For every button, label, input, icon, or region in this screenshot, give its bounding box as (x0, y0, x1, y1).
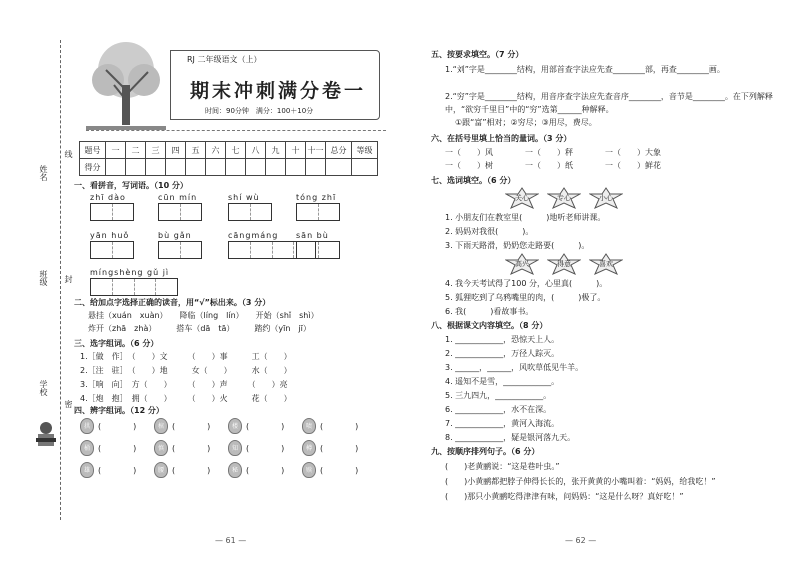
tree-icon (86, 40, 166, 132)
word-star: 关心 (505, 187, 539, 209)
section-8-line: 1. ____________，恐惊天上人。 (445, 335, 560, 344)
section-7-line: 2. 妈妈对我很( )。 (445, 227, 534, 236)
side-label-name: 姓名 (39, 165, 48, 181)
score-header-cell: 四 (166, 142, 186, 159)
answer-blank[interactable]: ( ) (98, 466, 137, 475)
writing-grid[interactable] (90, 203, 134, 221)
section-8-line: 8. ____________，疑是银河落九天。 (445, 433, 576, 442)
word-star: 喜欢 (589, 253, 623, 275)
char-fish: 秘 (228, 462, 242, 478)
section-6-title: 六、在括号里填上恰当的量词。（3 分） (431, 134, 572, 143)
char-fish: 棺 (154, 418, 168, 434)
grade-label: RJ 二年级语文（上） (187, 55, 262, 64)
score-header-cell: 一 (106, 142, 126, 159)
section-4-title: 四、辨字组词。（12 分） (74, 406, 164, 415)
section-7-line: 3. 下雨天路滑，奶奶您走路要( )。 (445, 241, 590, 250)
char-fish: 赎 (302, 462, 316, 478)
char-fish: 楼 (228, 418, 242, 434)
pinyin-label: yān huǒ (90, 231, 130, 240)
binding-line (60, 40, 61, 520)
score-header-cell: 九 (266, 142, 286, 159)
score-header-cell: 总分 (326, 142, 352, 159)
pinyin-label: tóng zhī (296, 193, 337, 202)
section-9-line: ( )那只小黄鹂吃得津津有味，问妈妈：“这是什么呀？真好吃！” (445, 492, 684, 501)
word-star: 高兴 (505, 253, 539, 275)
writing-grid[interactable] (158, 241, 202, 259)
score-cell[interactable] (306, 159, 326, 176)
score-cell[interactable] (266, 159, 286, 176)
section-2-row: 炸开（zhā zhà） 搭车（dā tā） 踏约（yīn jī） (88, 324, 311, 333)
answer-blank[interactable]: ( ) (172, 444, 211, 453)
section-2-title: 二、给加点字选择正确的读音，用“√”标出来。（3 分） (74, 298, 271, 307)
page-number: — 61 — (215, 536, 247, 545)
section-6-row: 一（ ）树 一（ ）纸 一（ ）鲜花 (445, 161, 661, 170)
section-2-row: 悬挂（xuán xuàn） 降临（líng lín） 开始（shǐ shì） (88, 311, 319, 320)
section-8-line: 4. 遥知不是雪，____________。 (445, 377, 560, 386)
writing-grid[interactable] (158, 203, 202, 221)
pinyin-label: míngshèng gǔ jì (90, 268, 170, 277)
score-cell[interactable] (352, 159, 378, 176)
score-table (79, 141, 378, 176)
score-header-cell: 十一 (306, 142, 326, 159)
section-7-title: 七、选词填空。（6 分） (431, 176, 516, 185)
writing-grid[interactable] (90, 278, 178, 296)
score-header-cell: 等级 (352, 142, 378, 159)
char-fish: 知 (228, 440, 242, 456)
word-star: 专心 (547, 187, 581, 209)
section-1-title: 一、看拼音，写词语。（10 分） (74, 181, 188, 190)
section-8-line: 3. ______，______，风吹草低见牛羊。 (445, 363, 584, 372)
pinyin-label: cūn mín (158, 193, 198, 202)
section-5-q1: 1.“刘”字是________结构，用部首查字法应先查________部，再查________画。 (445, 65, 725, 74)
section-7-line: 1. 小朋友们在教室里( )地听老师讲课。 (445, 213, 606, 222)
side-mark-seal: 封 (64, 275, 73, 283)
page-title: 期末冲刺满分卷一 (190, 80, 367, 102)
char-fish: 桶 (80, 440, 94, 456)
answer-blank[interactable]: ( ) (246, 466, 285, 475)
section-3-row: 2.［注 驻］ （ ）地 女（ ） 水（ ） (80, 366, 292, 375)
right-page (405, 0, 800, 568)
score-cell[interactable] (106, 159, 126, 176)
answer-blank[interactable]: ( ) (246, 444, 285, 453)
pinyin-label: sān bù (296, 231, 329, 240)
char-fish: 樽 (302, 440, 316, 456)
section-8-line: 5. 三九四九，____________。 (445, 391, 552, 400)
divider (86, 130, 386, 131)
char-fish: 慎 (154, 440, 168, 456)
answer-blank[interactable]: ( ) (246, 422, 285, 431)
section-7-line: 6. 我( )看故事书。 (445, 307, 534, 316)
score-header-cell: 六 (206, 142, 226, 159)
char-fish: 雄 (80, 462, 94, 478)
section-9-line: ( )小黄鹂都把脖子伸得长长的，张开黄黄的小嘴叫着：“妈妈，给我吃！” (445, 477, 716, 486)
section-3-title: 三、选字组词。（6 分） (74, 339, 159, 348)
section-5-q2-options: ①跟“富”相对；②穷尽；③用尽，费尽。 (455, 118, 597, 127)
section-8-title: 八、根据课文内容填空。（8 分） (431, 321, 548, 330)
score-cell[interactable] (286, 159, 306, 176)
page-number: — 62 — (565, 536, 597, 545)
char-fish: 啧 (302, 418, 316, 434)
word-star: 小心 (589, 187, 623, 209)
score-header-cell: 七 (226, 142, 246, 159)
score-cell[interactable] (246, 159, 266, 176)
section-8-line: 2. ____________，万径人踪灭。 (445, 349, 560, 358)
pinyin-label: zhī dào (90, 193, 126, 202)
section-8-line: 6. ____________，水不在深。 (445, 405, 552, 414)
writing-grid[interactable] (90, 241, 134, 259)
answer-blank[interactable]: ( ) (320, 466, 359, 475)
section-9-title: 九、按顺序排列句子。（6 分） (431, 447, 540, 456)
answer-blank[interactable]: ( ) (320, 444, 359, 453)
section-3-row: 4.［炮 抱］ 拥（ ） （ ）火 花（ ） (80, 394, 292, 403)
word-star: 得意 (547, 253, 581, 275)
score-header-cell: 八 (246, 142, 266, 159)
score-header-cell: 题号 (80, 142, 106, 159)
answer-blank[interactable]: ( ) (172, 422, 211, 431)
pinyin-label: shí wù (228, 193, 260, 202)
exam-meta: 时间：90分钟 满分：100＋10分 (205, 107, 314, 115)
score-header-cell: 三 (146, 142, 166, 159)
reading-kid-icon (34, 420, 58, 450)
score-cell[interactable] (146, 159, 166, 176)
char-fish: 拱 (80, 418, 94, 434)
section-8-line: 7. ____________，黄河入海流。 (445, 419, 560, 428)
pinyin-label: cāngmáng (228, 231, 279, 240)
side-mark-secret: 密 (64, 400, 73, 408)
section-5-title: 五、按要求填空。（7 分） (431, 50, 524, 59)
score-cell[interactable] (226, 159, 246, 176)
score-header-cell: 五 (186, 142, 206, 159)
score-header-cell: 十 (286, 142, 306, 159)
section-7-line: 4. 我今天考试得了100 分，心里真( )。 (445, 279, 608, 288)
writing-grid[interactable] (296, 203, 340, 221)
section-5-q2: 2.“穷”字是________结构，用音序查字法应先查音序________，音节是________。在下列解释中，“欲穷千里目”中的“穷”选第______种解释。 (445, 92, 773, 114)
char-fish: 腰 (154, 462, 168, 478)
section-3-row: 1.［做 作］ （ ）文 （ ）事 工（ ） (80, 352, 292, 361)
score-cell[interactable] (326, 159, 352, 176)
writing-grid[interactable] (296, 241, 340, 259)
section-3-row: 3.［响 向］ 方（ ） （ ）声 （ ）亮 (80, 380, 288, 389)
writing-grid[interactable] (228, 203, 272, 221)
answer-blank[interactable]: ( ) (320, 422, 359, 431)
answer-blank[interactable]: ( ) (172, 466, 211, 475)
score-cell[interactable] (206, 159, 226, 176)
score-cell[interactable] (166, 159, 186, 176)
score-cell[interactable] (126, 159, 146, 176)
side-label-class: 班级 (39, 270, 48, 286)
answer-blank[interactable]: ( ) (98, 422, 137, 431)
score-cell: 得分 (80, 159, 106, 176)
answer-blank[interactable]: ( ) (98, 444, 137, 453)
section-7-line: 5. 狐狸吃到了乌鸦嘴里的肉，( )极了。 (445, 293, 606, 302)
score-header-cell: 二 (126, 142, 146, 159)
section-6-row: 一（ ）风 一（ ）秤 一（ ）大象 (445, 148, 661, 157)
side-label-school: 学校 (39, 380, 48, 396)
score-cell[interactable] (186, 159, 206, 176)
section-9-line: ( )老黄鹂说：“这是巷叶虫。” (445, 462, 560, 471)
side-mark-line: 线 (64, 150, 73, 158)
pinyin-label: bù gǎn (158, 231, 192, 240)
